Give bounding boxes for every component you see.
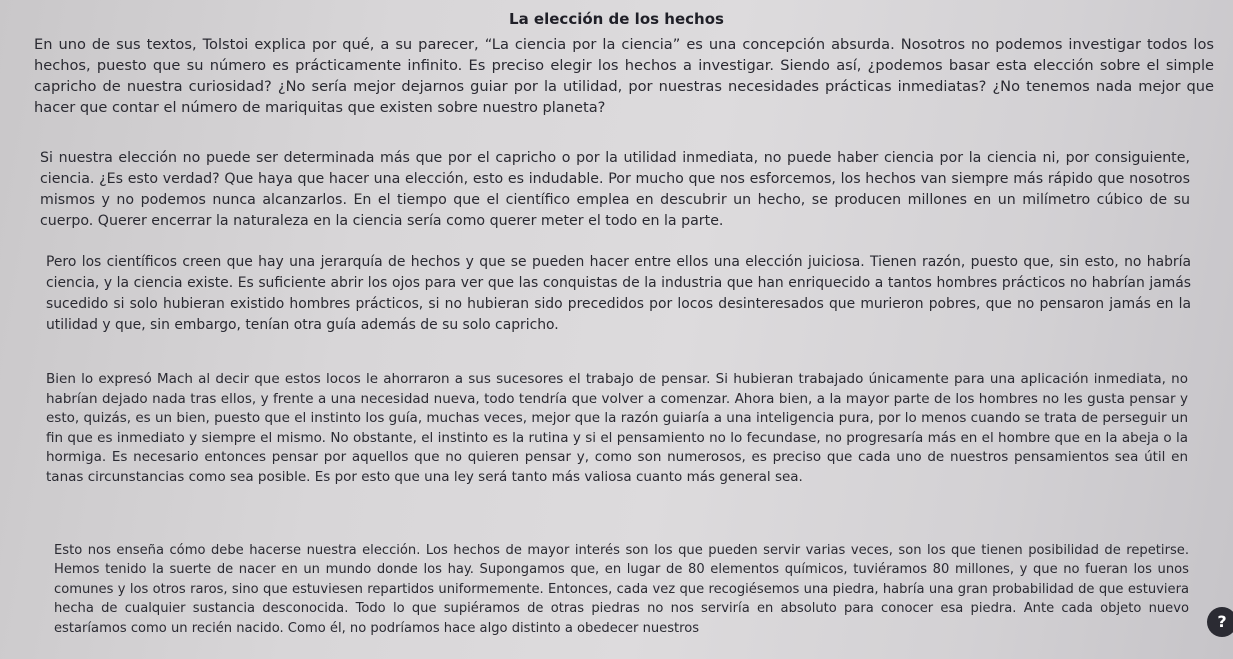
help-button[interactable] [1207, 607, 1233, 637]
paragraph-2: Si nuestra elección no puede ser determinada más que por el capricho o por la utilidad inmediata, no puede haber ciencia por la ciencia ni, por consiguiente, ciencia. ¿Es esto verdad? Que haya que hacer una elección, esto es indudable. Por mucho que nos esforcemos, los hechos van siempre más rápido que nosotros mismos y no podemos nunca alcanzarlos. En el tiempo que el científico emplea en descubrir un hecho, se producen millones en un milímetro cúbico de su cuerpo. Querer encerrar la naturaleza en la ciencia sería como querer meter el todo en la parte. [40, 150, 1190, 229]
paragraph-3: Pero los científicos creen que hay una jerarquía de hechos y que se pueden hacer entre ellos una elección juiciosa. Tienen razón, puesto que, sin esto, no habría ciencia, y la ciencia existe. Es suficiente abrir los ojos para ver que las conquistas de la industria que han enriquecido a tantos hombres prácticos no habrían jamás sucedido si solo hubieran existido hombres prácticos, si no hubieran sido precedidos por locos desinteresados que murieron pobres, que no pensaron jamás en la utilidad y que, sin embargo, tenían otra guía además de su solo capricho. [46, 254, 1191, 333]
document-title: La elección de los hechos [509, 10, 724, 28]
paragraph-1: En uno de sus textos, Tolstoi explica por qué, a su parecer, “La ciencia por la ciencia” es una concepción absurda. Nosotros no podemos investigar todos los hechos, puesto que su número es prácticamente infinito. Es preciso elegir los hechos a investigar. Siendo así, ¿podemos basar esta elección sobre el simple capricho de nuestra curiosidad? ¿No sería mejor dejarnos guiar por la utilidad, por nuestras necesidades prácticas inmediatas? ¿No tenemos nada mejor que hacer que contar el número de mariquitas que existen sobre nuestro planeta? [34, 36, 1214, 116]
paragraph-5: Esto nos enseña cómo debe hacerse nuestra elección. Los hechos de mayor interés son los que pueden servir varias veces, son los que tienen posibilidad de repetirse. Hemos tenido la suerte de nacer en un mundo donde los hay. Supongamos que, en lugar de 80 elementos químicos, tuviéramos 80 millones, y que no fueran los unos comunes y los otros raros, sino que estuviesen repartidos uniformemente. Entonces, cada vez que recogiésemos una piedra, habría una gran probabilidad de que estuviera hecha de cualquier sustancia desconocida. Todo lo que supiéramos de otras piedras no nos serviría en absoluto para conocer esa piedra. Ante cada objeto nuevo estaríamos como un recién nacido. Como él, no podríamos hace algo distinto a obedecer nuestros [54, 543, 1189, 636]
paragraph-4: Bien lo expresó Mach al decir que estos locos le ahorraron a sus sucesores el trabajo de pensar. Si hubieran trabajado únicamente para una aplicación inmediata, no habrían dejado nada tras ellos, y frente a una necesidad nueva, todo tendría que volver a comenzar. Ahora bien, a la mayor parte de los hombres no les gusta pensar y esto, quizás, es un bien, puesto que el instinto los guía, muchas veces, mejor que la razón guiaría a una inteligencia pura, por lo menos cuando se trata de perseguir un fin que es inmediato y siempre el mismo. No obstante, el instinto es la rutina y si el pensamiento no lo fecundase, no progresaría más en el hombre que en la abeja o la hormiga. Es necesario entonces pensar por aquellos que no quieren pensar y, como son numerosos, es preciso que cada uno de nuestros pensamientos sea útil en tanas circunstancias como sea posible. Es por esto que una ley será tanto más valiosa cuanto más general sea. [46, 371, 1188, 485]
question-mark-icon: ? [1217, 612, 1227, 631]
